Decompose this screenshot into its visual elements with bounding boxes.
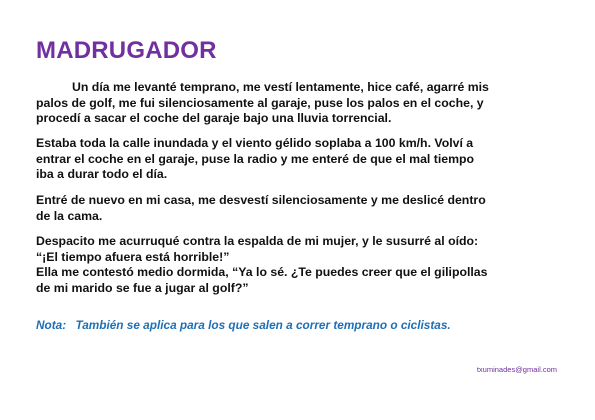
- paragraph-line: Estaba toda la calle inundada y el viento gélido soplaba a 100 km/h. Volví a: [36, 136, 474, 150]
- paragraph-line: entrar el coche en el garaje, puse la radio y me enteré de que el mal tiempo: [36, 151, 475, 166]
- paragraph-line: “¡El tiempo afuera está horrible!”: [36, 249, 230, 264]
- footnote-text: También se aplica para los que salen a correr temprano o ciclistas.: [75, 318, 451, 332]
- paragraph-line: de la cama.: [36, 208, 103, 223]
- footnote: [36, 318, 451, 333]
- paragraph-line-text: Un día me levanté temprano, me vestí lentamente, hice café, agarré mis: [72, 80, 489, 94]
- paragraph-line: iba a durar todo el día.: [36, 167, 168, 181]
- paragraph-line: de mi marido se fue a jugar al golf?”: [36, 280, 249, 295]
- paragraph-line: palos de golf, me fui silenciosamente al garaje, puse los palos en el coche, y: [36, 95, 484, 110]
- paragraph-3: [36, 193, 568, 224]
- document-title: MADRUGADOR: [36, 37, 217, 64]
- paragraph-1: [36, 80, 568, 127]
- paragraph-line: Entré de nuevo en mi casa, me desvestí silenciosamente y me deslicé dentro: [36, 193, 486, 207]
- author-email: txuminades@gmail.com: [476, 365, 557, 374]
- paragraph-4: [36, 234, 568, 296]
- paragraph-line: procedí a sacar el coche del garaje bajo una lluvia torrencial.: [36, 111, 392, 125]
- paragraph-2: [36, 136, 568, 183]
- paragraph-line: [36, 80, 568, 96]
- paragraph-line: Ella me contestó medio dormida, “Ya lo sé. ¿Te puedes creer que el gilipollas: [36, 265, 488, 279]
- paragraph-line: Despacito me acurruqué contra la espalda de mi mujer, y le susurré al oído:: [36, 234, 479, 248]
- footnote-label: Nota:: [36, 318, 67, 332]
